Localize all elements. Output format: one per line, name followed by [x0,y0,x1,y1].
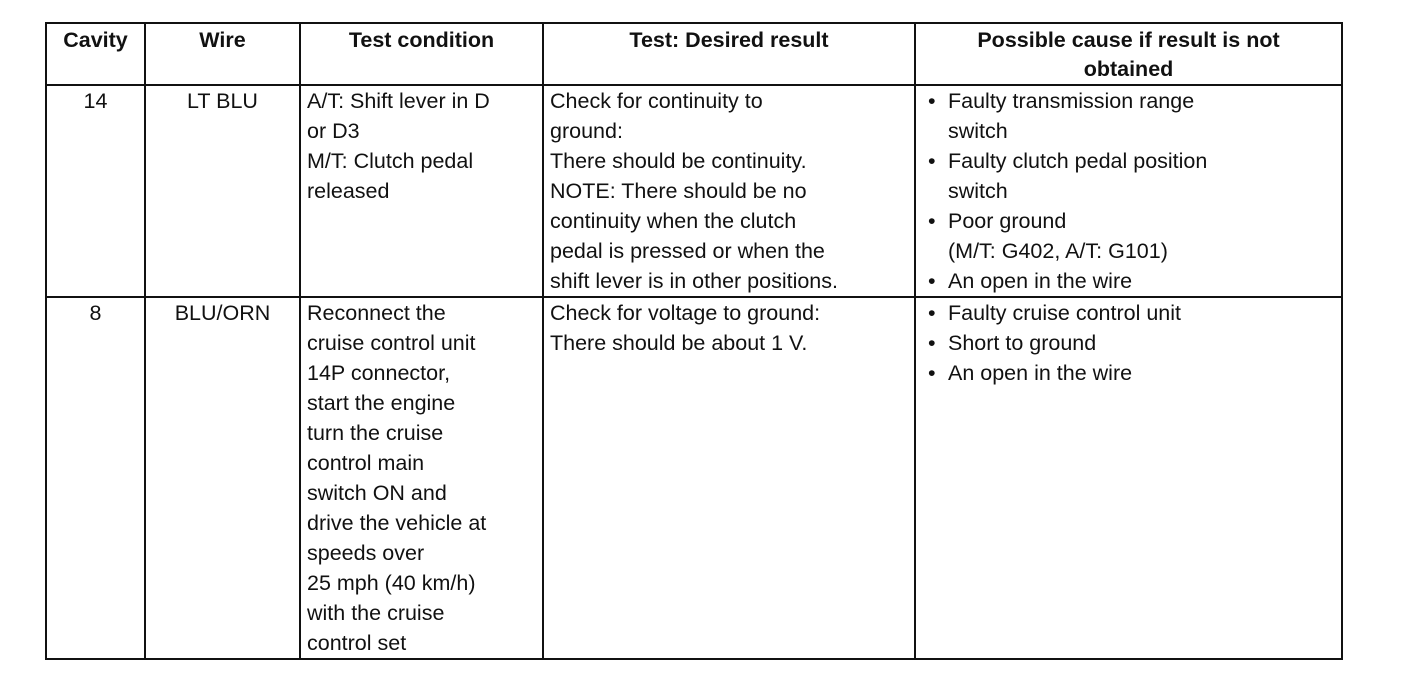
text-line: drive the vehicle at [307,511,487,535]
possible-cause-cell [915,85,1342,297]
header-possible-cause [915,23,1342,85]
wire-cell: BLU/ORN [145,297,300,659]
text-line: • Short to ground [948,331,1097,355]
text-line: M/T: Clutch pedal [307,149,474,173]
diagnostic-table [45,22,1343,660]
cause-item [922,86,1335,146]
text-line: shift lever is in other positions. [550,269,838,293]
header-possible-cause-line: Possible cause if result is not [977,28,1280,52]
header-wire: Wire [145,23,300,85]
text-line: switch [948,119,1008,143]
text-line: turn the cruise [307,421,444,445]
desired-result-cell [543,85,915,297]
text-line: cruise control unit [307,331,476,355]
text-line: Reconnect the [307,301,446,325]
test-condition-cell [300,85,543,297]
cause-item [922,328,1335,358]
text-line: 14P connector, [307,361,451,385]
cause-item [922,206,1335,266]
text-line: or D3 [307,119,360,143]
text-line: • An open in the wire [948,269,1133,293]
text-line: • Faulty transmission range [948,89,1195,113]
wire-cell: LT BLU [145,85,300,297]
cause-list [922,298,1335,388]
cavity-cell: 8 [46,297,145,659]
table-row [46,297,1342,659]
table-row [46,85,1342,297]
text-line: released [307,179,390,203]
text-line: speeds over [307,541,425,565]
text-line: Check for voltage to ground: [550,301,821,325]
cause-item [922,266,1335,296]
text-line: start the engine [307,391,456,415]
test-condition-cell [300,297,543,659]
cavity-cell: 14 [46,85,145,297]
text-line: There should be continuity. [550,149,807,173]
text-line: switch [948,179,1008,203]
header-possible-cause-line: obtained [1083,57,1174,81]
text-line: There should be about 1 V. [550,331,808,355]
text-line: • Faulty cruise control unit [948,301,1182,325]
cause-item [922,298,1335,328]
text-line: Check for continuity to [550,89,763,113]
text-line: 25 mph (40 km/h) [307,571,476,595]
text-line: • An open in the wire [948,361,1133,385]
text-line: continuity when the clutch [550,209,797,233]
text-line: control main [307,451,425,475]
text-line: • Faulty clutch pedal position [948,149,1208,173]
possible-cause-cell [915,297,1342,659]
text-line: switch ON and [307,481,447,505]
text-line: A/T: Shift lever in D [307,89,490,113]
header-desired-result: Test: Desired result [543,23,915,85]
header-test-condition: Test condition [300,23,543,85]
text-line: (M/T: G402, A/T: G101) [948,239,1168,263]
text-line: with the cruise [307,601,445,625]
cause-item [922,358,1335,388]
text-line: NOTE: There should be no [550,179,807,203]
text-line: • Poor ground [948,209,1067,233]
text-line: ground: [550,119,623,143]
desired-result-cell [543,297,915,659]
header-row [46,23,1342,85]
text-line: control set [307,631,407,655]
header-cavity: Cavity [46,23,145,85]
cause-list [922,86,1335,296]
text-line: pedal is pressed or when the [550,239,825,263]
cause-item [922,146,1335,206]
